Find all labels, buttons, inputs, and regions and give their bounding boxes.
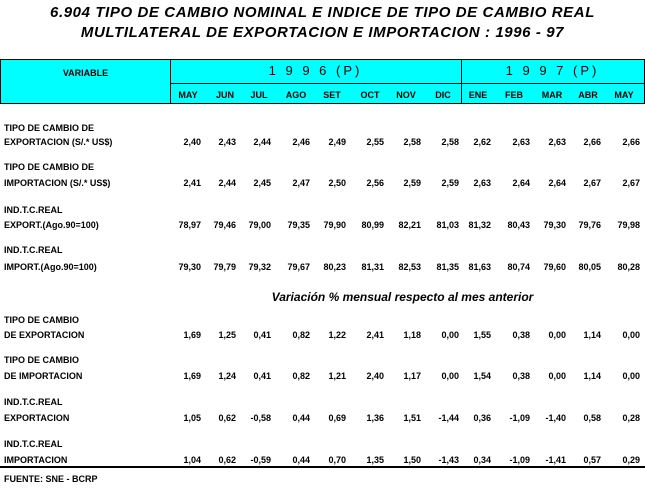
table-cell: 79,98 (617, 220, 640, 230)
table-cell: 1,50 (403, 455, 421, 465)
table-cell: 80,05 (578, 262, 601, 272)
table-cell: 81,31 (361, 262, 384, 272)
table-cell: 1,35 (366, 455, 384, 465)
table-cell: 81,32 (468, 220, 491, 230)
table-cell: 79,30 (543, 220, 566, 230)
table-cell: 80,74 (507, 262, 530, 272)
table-cell: 0,00 (622, 371, 640, 381)
month-header: OCT (360, 90, 380, 100)
table-cell: 79,46 (213, 220, 236, 230)
table-cell: 2,58 (441, 137, 459, 147)
table-cell: 2,45 (253, 178, 271, 188)
table-cell: 0,00 (622, 330, 640, 340)
table-cell: 81,03 (436, 220, 459, 230)
year-1996-header: 1 9 9 6 (P) (268, 63, 363, 78)
month-header: ENE (468, 90, 488, 100)
month-header: JUL (250, 90, 268, 100)
table-cell: 2,66 (583, 137, 601, 147)
row-label: EXPORTACION (4, 413, 70, 423)
month-header: DIC (435, 90, 451, 100)
table-cell: 2,46 (292, 137, 310, 147)
month-header: NOV (396, 90, 416, 100)
table-cell: 0,00 (548, 330, 566, 340)
table-cell: 2,56 (366, 178, 384, 188)
table-cell: 79,79 (213, 262, 236, 272)
row-label: IMPORT.(Ago.90=100) (4, 262, 97, 272)
table-cell: 2,67 (583, 178, 601, 188)
year-1997-header: 1 9 9 7 (P) (505, 63, 600, 78)
table-cell: 0,82 (292, 371, 310, 381)
table-cell: 0,62 (218, 413, 236, 423)
table-cell: -1,43 (438, 455, 459, 465)
table-cell: 2,44 (253, 137, 271, 147)
table-cell: -1,41 (545, 455, 566, 465)
table-cell: 0,29 (622, 455, 640, 465)
table-cell: 2,63 (548, 137, 566, 147)
table-cell: 1,21 (328, 371, 346, 381)
title-line-2: MULTILATERAL DE EXPORTACION E IMPORTACION : 1996 - 97 (80, 24, 565, 41)
table-cell: 0,44 (292, 455, 310, 465)
table-cell: 0,00 (441, 371, 459, 381)
table-cell: 1,04 (183, 455, 201, 465)
table-cell: 2,44 (218, 178, 236, 188)
row-label: IND.T.C.REAL (4, 397, 63, 407)
row-label: DE IMPORTACION (4, 371, 83, 381)
table-cell: 0,69 (328, 413, 346, 423)
table-cell: -1,09 (509, 413, 530, 423)
table-cell: 82,21 (398, 220, 421, 230)
table-cell: 2,43 (218, 137, 236, 147)
table-cell: 2,67 (622, 178, 640, 188)
table-cell: 1,05 (183, 413, 201, 423)
header-bottom-border (0, 103, 645, 104)
table-cell: 1,24 (218, 371, 236, 381)
section-subtitle: Variación % mensual respecto al mes anterior (271, 290, 534, 304)
variable-header: VARIABLE (62, 68, 109, 78)
table-cell: 80,43 (507, 220, 530, 230)
table-cell: 0,34 (473, 455, 491, 465)
row-label: IND.T.C.REAL (4, 439, 63, 449)
table-cell: 0,38 (512, 371, 530, 381)
table-cell: 81,63 (468, 262, 491, 272)
table-cell: 2,49 (328, 137, 346, 147)
row-label: EXPORT.(Ago.90=100) (4, 220, 99, 230)
table-cell: 1,36 (366, 413, 384, 423)
table-cell: 79,32 (248, 262, 271, 272)
table-cell: -1,40 (545, 413, 566, 423)
table-cell: 0,00 (548, 371, 566, 381)
row-label: TIPO DE CAMBIO (4, 315, 80, 325)
table-cell: 0,41 (253, 371, 271, 381)
table-cell: 0,36 (473, 413, 491, 423)
row-label: IMPORTACION (4, 455, 68, 465)
table-cell: 0,82 (292, 330, 310, 340)
table-cell: 1,69 (183, 330, 201, 340)
row-label: TIPO DE CAMBIO DE (4, 123, 95, 133)
table-cell: 79,00 (248, 220, 271, 230)
table-cell: 79,76 (578, 220, 601, 230)
table-cell: 80,28 (617, 262, 640, 272)
month-header: JUN (215, 90, 234, 100)
table-cell: 0,58 (583, 413, 601, 423)
table-cell: 2,64 (548, 178, 566, 188)
table-cell: 82,53 (398, 262, 421, 272)
month-header: MAY (178, 90, 198, 100)
table-cell: 2,41 (366, 330, 384, 340)
row-label: IND.T.C.REAL (4, 245, 63, 255)
table-cell: -0,59 (250, 455, 271, 465)
month-header: AGO (285, 90, 307, 100)
row-label: DE EXPORTACION (4, 330, 85, 340)
table-cell: 2,40 (366, 371, 384, 381)
table-cell: 81,35 (436, 262, 459, 272)
month-header: MAY (614, 90, 634, 100)
table-cell: 2,40 (183, 137, 201, 147)
row-label: EXPORTACION (S/.* US$) (4, 137, 113, 147)
table-cell: -1,09 (509, 455, 530, 465)
table-cell: 2,59 (441, 178, 459, 188)
table-cell: 1,14 (583, 330, 601, 340)
table-cell: 0,41 (253, 330, 271, 340)
table-cell: 79,60 (543, 262, 566, 272)
table-bottom-border (0, 466, 645, 468)
table-cell: 80,99 (361, 220, 384, 230)
header-year-divider (170, 83, 645, 84)
table-cell: 2,63 (512, 137, 530, 147)
table-cell: 0,00 (441, 330, 459, 340)
month-header: FEB (505, 90, 523, 100)
table-cell: 79,90 (323, 220, 346, 230)
table-cell: 2,62 (473, 137, 491, 147)
table-cell: 1,54 (473, 371, 491, 381)
table-cell: 0,38 (512, 330, 530, 340)
table-cell: -0,58 (250, 413, 271, 423)
table-cell: 1,51 (403, 413, 421, 423)
table-cell: 1,22 (328, 330, 346, 340)
table-cell: 0,44 (292, 413, 310, 423)
table-cell: 2,64 (512, 178, 530, 188)
header-left-border (0, 59, 1, 103)
table-cell: 80,23 (323, 262, 346, 272)
table-cell: 0,70 (328, 455, 346, 465)
table-cell: 2,58 (403, 137, 421, 147)
table-cell: 0,28 (622, 413, 640, 423)
header-top-border (0, 59, 645, 60)
table-cell: 2,41 (183, 178, 201, 188)
table-cell: 0,57 (583, 455, 601, 465)
month-header: MAR (541, 90, 563, 100)
table-cell: 1,69 (183, 371, 201, 381)
table-cell: 1,14 (583, 371, 601, 381)
source-footer: FUENTE: SNE - BCRP (4, 474, 98, 484)
table-cell: 2,47 (292, 178, 310, 188)
table-cell: 0,62 (218, 455, 236, 465)
table-cell: 1,55 (473, 330, 491, 340)
row-label: IND.T.C.REAL (4, 205, 63, 215)
table-cell: 1,18 (403, 330, 421, 340)
table-cell: 79,67 (287, 262, 310, 272)
title-line-1: 6.904 TIPO DE CAMBIO NOMINAL E INDICE DE TIPO DE CAMBIO REAL (50, 4, 595, 21)
row-label: TIPO DE CAMBIO (4, 355, 80, 365)
table-cell: 2,63 (473, 178, 491, 188)
month-header: ABR (578, 90, 598, 100)
table-cell: 78,97 (178, 220, 201, 230)
month-header: SET (323, 90, 341, 100)
row-label: TIPO DE CAMBIO DE (4, 162, 95, 172)
table-cell: 2,66 (622, 137, 640, 147)
table-cell: 2,59 (403, 178, 421, 188)
table-cell: 1,25 (218, 330, 236, 340)
table-cell: -1,44 (438, 413, 459, 423)
table-cell: 2,55 (366, 137, 384, 147)
row-label: IMPORTACION (S/.* US$) (4, 178, 111, 188)
table-cell: 79,35 (287, 220, 310, 230)
table-cell: 1,17 (403, 371, 421, 381)
table-cell: 2,50 (328, 178, 346, 188)
table-cell: 79,30 (178, 262, 201, 272)
